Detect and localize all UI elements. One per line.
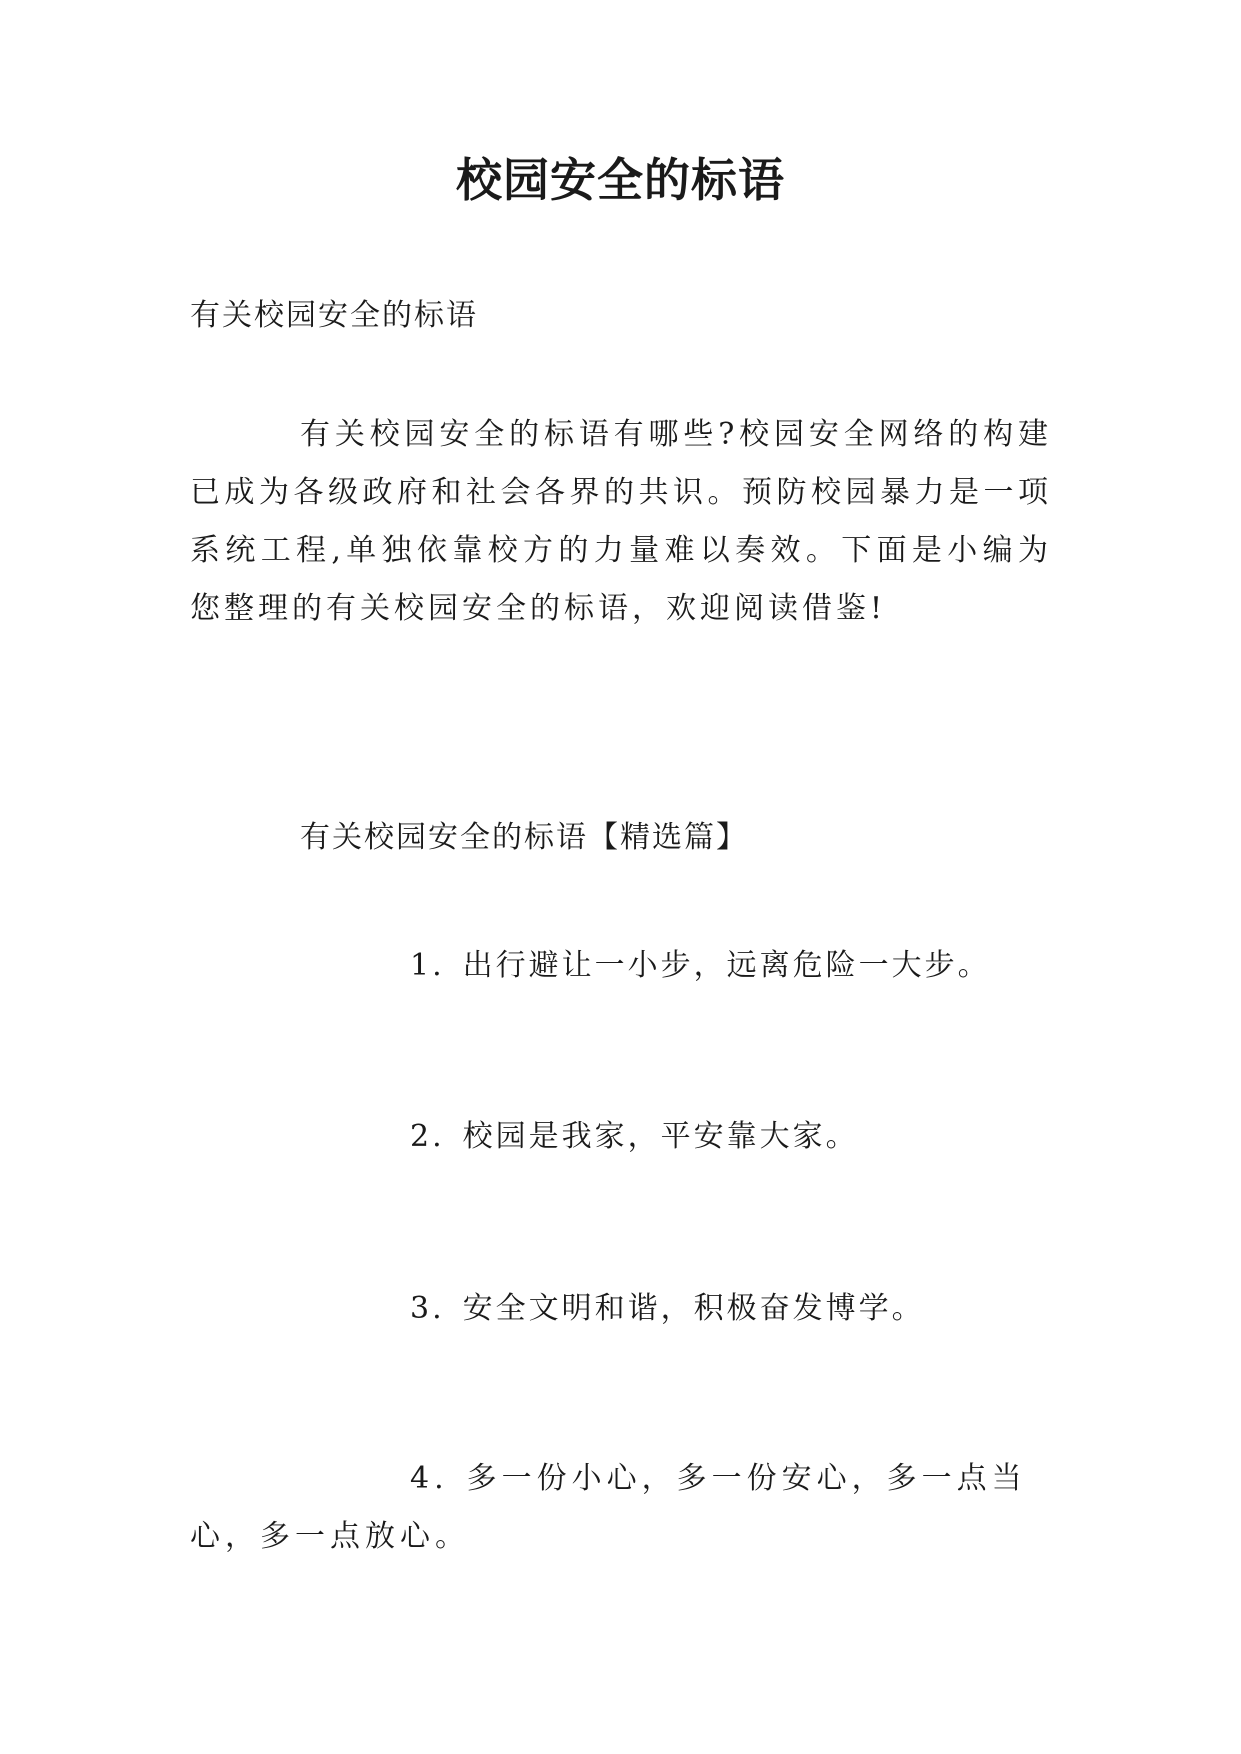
slogan-item xyxy=(190,1280,1052,1338)
slogan-text: 出行避让一小步，远离危险一大步。 xyxy=(462,948,991,983)
slogan-number: 4. xyxy=(410,1461,449,1496)
slogan-number: 1. xyxy=(410,948,445,983)
slogan-item xyxy=(190,1108,1052,1166)
slogan-item xyxy=(190,937,1052,995)
slogan-text: 多一份小心，多一份安心，多一点当心，多一点放心。 xyxy=(190,1461,1027,1554)
slogan-item xyxy=(190,1450,1052,1566)
document-subtitle: 有关校园安全的标语 xyxy=(190,298,478,333)
section-heading: 有关校园安全的标语【精选篇】 xyxy=(300,820,748,855)
slogan-number: 2. xyxy=(410,1119,445,1154)
slogan-text: 校园是我家，平安靠大家。 xyxy=(462,1119,859,1154)
intro-paragraph: 有关校园安全的标语有哪些?校园安全网络的构建已成为各级政府和社会各界的共识。预防校园暴力是一项系统工程,单独依靠校方的力量难以奏效。下面是小编为您整理的有关校园安全的标语，欢迎阅读借鉴! xyxy=(190,417,1052,626)
document-title: 校园安全的标语 xyxy=(456,153,785,207)
slogan-number: 3. xyxy=(410,1291,445,1326)
slogan-text: 安全文明和谐，积极奋发博学。 xyxy=(462,1291,925,1326)
